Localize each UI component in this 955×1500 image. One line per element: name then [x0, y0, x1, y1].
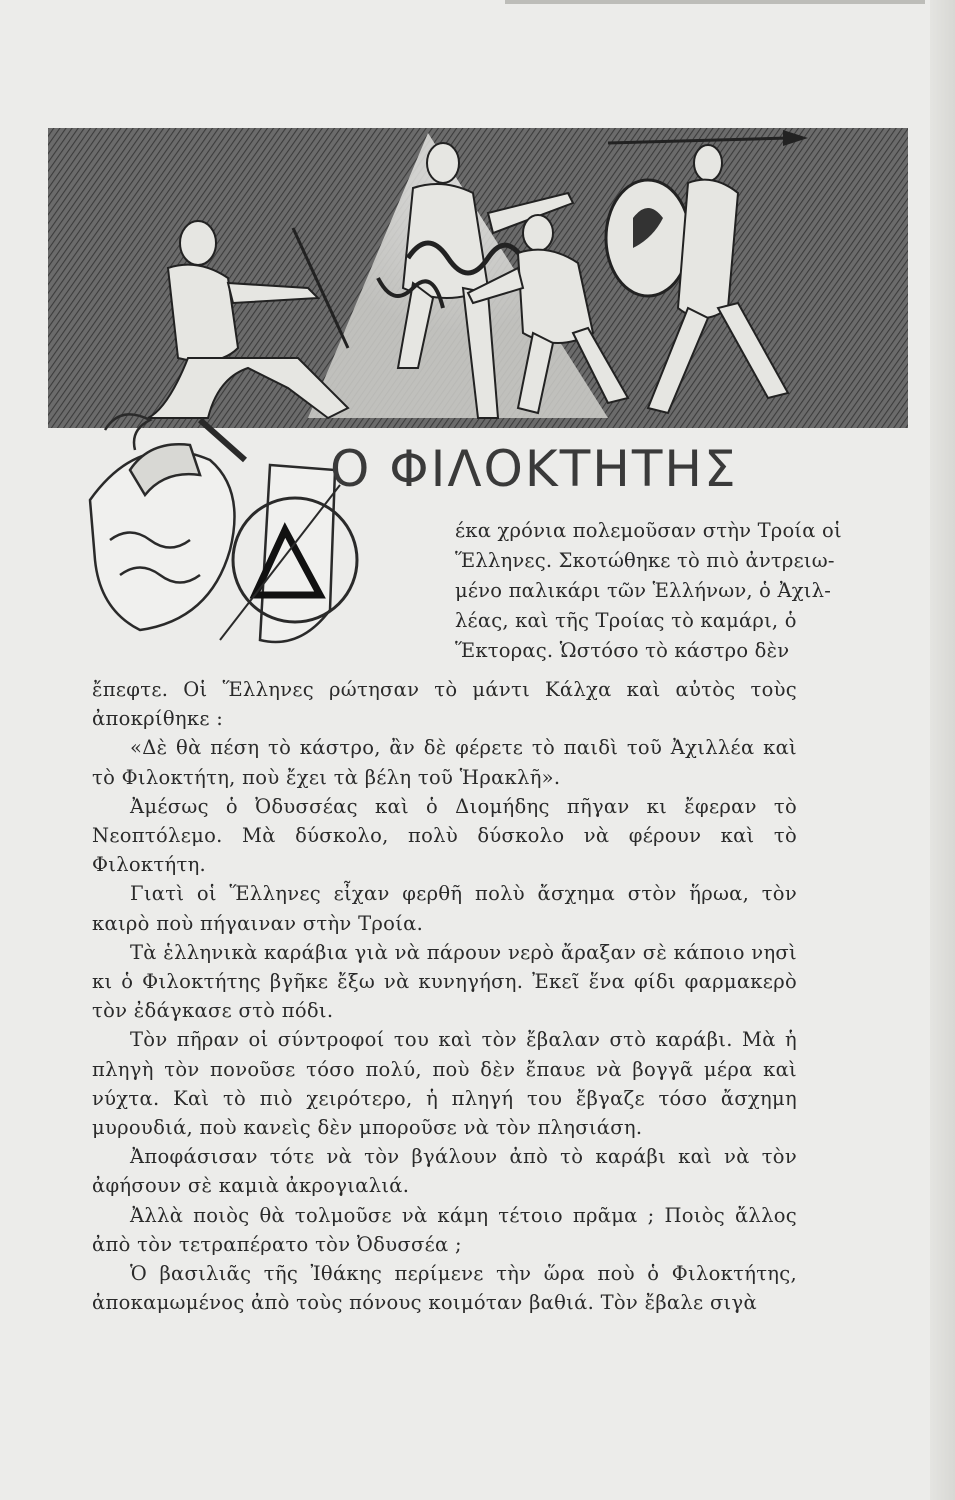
paragraph: Τὸν πῆραν οἱ σύντροφοί του καὶ τὸν ἔβαλαν στὸ καράβι. Μὰ ἡ πληγὴ τὸν πονοῦσε τόσο πολύ, ποὺ δὲν ἔπαυε νὰ βογγᾶ μέρα καὶ νύχτα. Καὶ τὸ πιὸ χειρότερο, ἡ πληγή του ἔβγαζε τόσο ἄσχημη μυρουδιά, ποὺ κανεὶς δὲν μποροῦσε νὰ τὸν πλησιάση. — [92, 1028, 797, 1140]
paragraph: «Δὲ θὰ πέση τὸ κάστρο, ἂν δὲ φέρετε τὸ παιδὶ τοῦ Ἀχιλλέα καὶ τὸ Φιλοκτήτη, ποὺ ἔχει τὰ βέλη τοῦ Ἡρακλῆ». — [92, 736, 797, 789]
paragraph: Γιατὶ οἱ Ἕλληνες εἶχαν φερθῆ πολὺ ἄσχημα στὸν ἥρωα, τὸν καιρὸ ποὺ πήγαιναν στὴν Τροία. — [92, 882, 797, 935]
opening-line-2: Ἕλληνες. Σκοτώθηκε τὸ πιὸ ἀντρειω- — [455, 549, 835, 572]
paragraph: ἔπεφτε. Οἱ Ἕλληνες ρώτησαν τὸ μάντι Κάλχα καὶ αὐτὸς τοὺς ἀποκρίθηκε : — [92, 678, 797, 731]
header-illustration — [48, 118, 908, 438]
top-edge-line — [505, 0, 925, 4]
helmet-shield-emblem — [70, 400, 360, 670]
chapter-title: Ο ΦΙΛΟΚΤΗΤΗΣ — [330, 440, 738, 498]
opening-line-5: Ἕκτορας. Ὡστόσο τὸ κάστρο δὲν — [455, 639, 790, 662]
warriors-scene-illustration — [48, 118, 908, 438]
opening-line-3: μένο παλικάρι τῶν Ἑλλήνων, ὁ Ἀχιλ- — [455, 579, 832, 602]
paragraph: Ἀλλὰ ποιὸς θὰ τολμοῦσε νὰ κάμη τέτοιο πρᾶμα ; Ποιὸς ἄλλος ἀπὸ τὸν τετραπέρατο τὸν Ὀδυσσέα ; — [92, 1203, 797, 1256]
page-edge — [930, 0, 955, 1500]
paragraph: Ὁ βασιλιᾶς τῆς Ἰθάκης περίμενε τὴν ὥρα ποὺ ὁ Φιλοκτήτης, ἀποκαμωμένος ἀπὸ τοὺς πόνους κοιμόταν βαθιά. Τὸν ἔβαλε σιγὰ — [92, 1262, 797, 1315]
paragraph: Τὰ ἑλληνικὰ καράβια γιὰ νὰ πάρουν νερὸ ἄραξαν σὲ κάποιο νησὶ κι ὁ Φιλοκτήτης βγῆκε ἔξω νὰ κυνηγήση. Ἐκεῖ ἕνα φίδι φαρμακερὸ τὸν ἐδάγκασε στὸ πόδι. — [92, 940, 797, 1023]
paragraph: Ἀποφάσισαν τότε νὰ τὸν βγάλουν ἀπὸ τὸ καράβι καὶ νὰ τὸν ἀφήσουν σὲ καμιὰ ἀκρογιαλιά. — [92, 1145, 797, 1198]
opening-line-1: έκα χρόνια πολεμοῦσαν στὴν Τροία οἱ — [455, 519, 842, 542]
helmet-shield-icon — [70, 400, 360, 670]
paragraph: Ἀμέσως ὁ Ὀδυσσέας καὶ ὁ Διομήδης πῆγαν κι ἔφεραν τὸ Νεοπτόλεμο. Μὰ δύσκολο, πολὺ δύσκολο νὰ φέρουν καὶ τὸ Φιλοκτήτη. — [92, 794, 797, 877]
opening-line-4: λέας, καὶ τῆς Τροίας τὸ καμάρι, ὁ — [455, 609, 797, 632]
body-text — [92, 675, 797, 1317]
